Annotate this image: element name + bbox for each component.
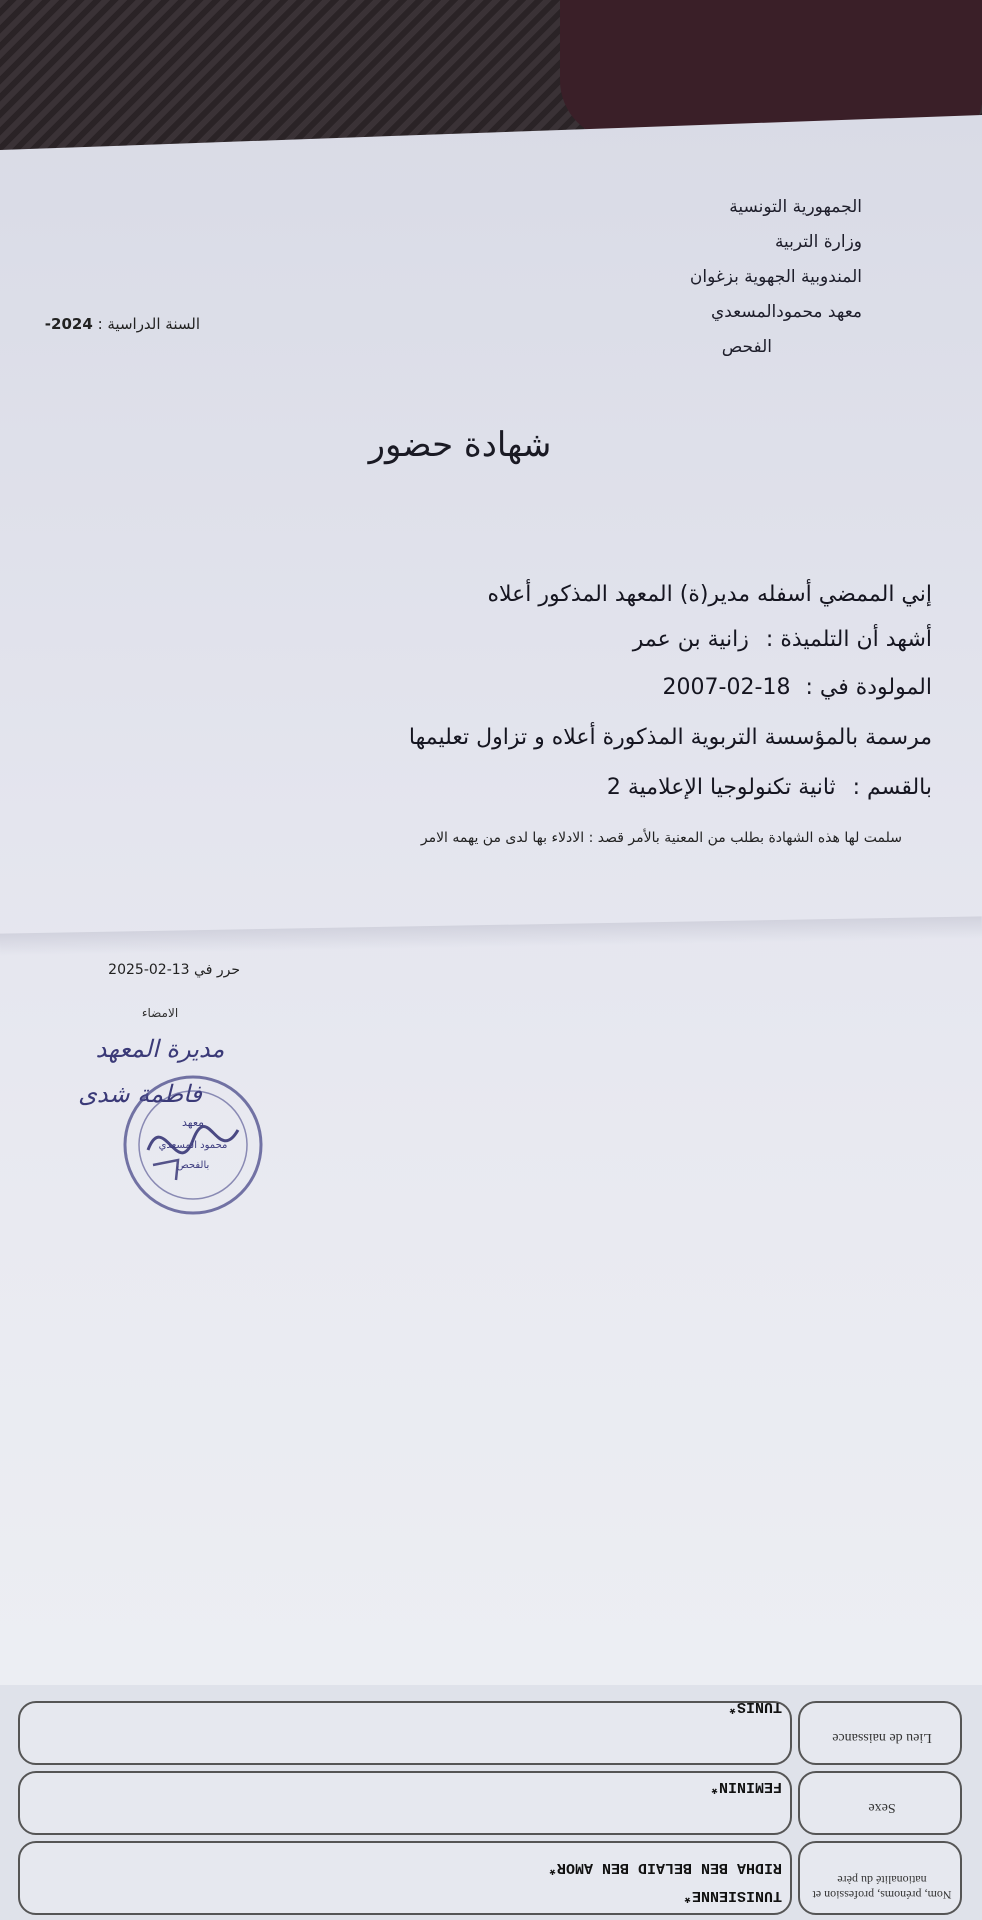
- student-name: زانية بن عمر: [632, 627, 749, 652]
- purpose-note: سلمت لها هذه الشهادة بطلب من المعنية بالأمر قصد : الادلاء بها لدى من يهمه الامر: [420, 830, 902, 846]
- form-underneath: [0, 1685, 982, 1920]
- school-year-value: 2024-: [44, 315, 93, 333]
- header-town: الفحص: [721, 337, 772, 357]
- school-year: [0, 315, 200, 333]
- form-value-father-name: RIDHA BEN BELAID BEN AMOR*: [547, 1859, 782, 1876]
- header-regional-office: المندوبية الجهوية بزغوان: [689, 267, 862, 287]
- class-name: ثانية تكنولوجيا الإعلامية 2: [606, 775, 836, 800]
- stamp-line-3: بالفحص: [176, 1160, 210, 1171]
- header-institute: معهد محمودالمسعدي: [710, 302, 862, 322]
- form-cell-birthplace-value: [18, 1701, 792, 1765]
- form-cell-father-value: [18, 1841, 792, 1915]
- body-line-5: [607, 775, 932, 800]
- birth-label: المولودة في :: [805, 675, 932, 700]
- header-ministry: وزارة التربية: [774, 232, 862, 252]
- written-date: حرر في 13-02-2025: [108, 962, 240, 978]
- institute-stamp: [118, 1070, 268, 1220]
- student-label: أشهد أن التلميذة :: [765, 627, 932, 652]
- form-cell-sex-value: [18, 1771, 792, 1835]
- handwritten-name: فاطمة شدى: [78, 1080, 202, 1108]
- form-value-sex: FEMININ*: [709, 1778, 782, 1795]
- form-label-sex: Sexe: [868, 1800, 896, 1815]
- form-value-nationality: TUNISIENNE*: [682, 1887, 782, 1904]
- body-line-2: [633, 627, 932, 652]
- handwritten-title: مديرة المعهد: [95, 1035, 225, 1063]
- document-header: [522, 190, 862, 365]
- form-value-birthplace: TUNIS*: [727, 1698, 782, 1715]
- body-line-1: إني الممضي أسفله مدير(ة) المعهد المذكور أعلاه: [487, 582, 932, 607]
- birth-date: 18-02-2007: [662, 675, 791, 700]
- signature-label: الامضاء: [141, 1006, 179, 1020]
- body-line-3: [663, 675, 932, 700]
- body-line-4: مرسمة بالمؤسسة التربوية المذكورة أعلاه و تزاول تعليمها: [408, 725, 932, 750]
- form-label-father: Nom, prénoms, profession et nationalité du père: [812, 1873, 952, 1902]
- form-label-birthplace: Lieu de naissance: [832, 1730, 932, 1745]
- stamp-line-1: معهد: [181, 1116, 205, 1129]
- header-republic: الجمهورية التونسية: [729, 197, 862, 217]
- class-label: بالقسم :: [852, 775, 932, 800]
- document-title: شهادة حضور: [368, 425, 552, 465]
- school-year-label: السنة الدراسية :: [97, 315, 200, 333]
- stamp-line-2: محمود المسعدي: [158, 1140, 228, 1151]
